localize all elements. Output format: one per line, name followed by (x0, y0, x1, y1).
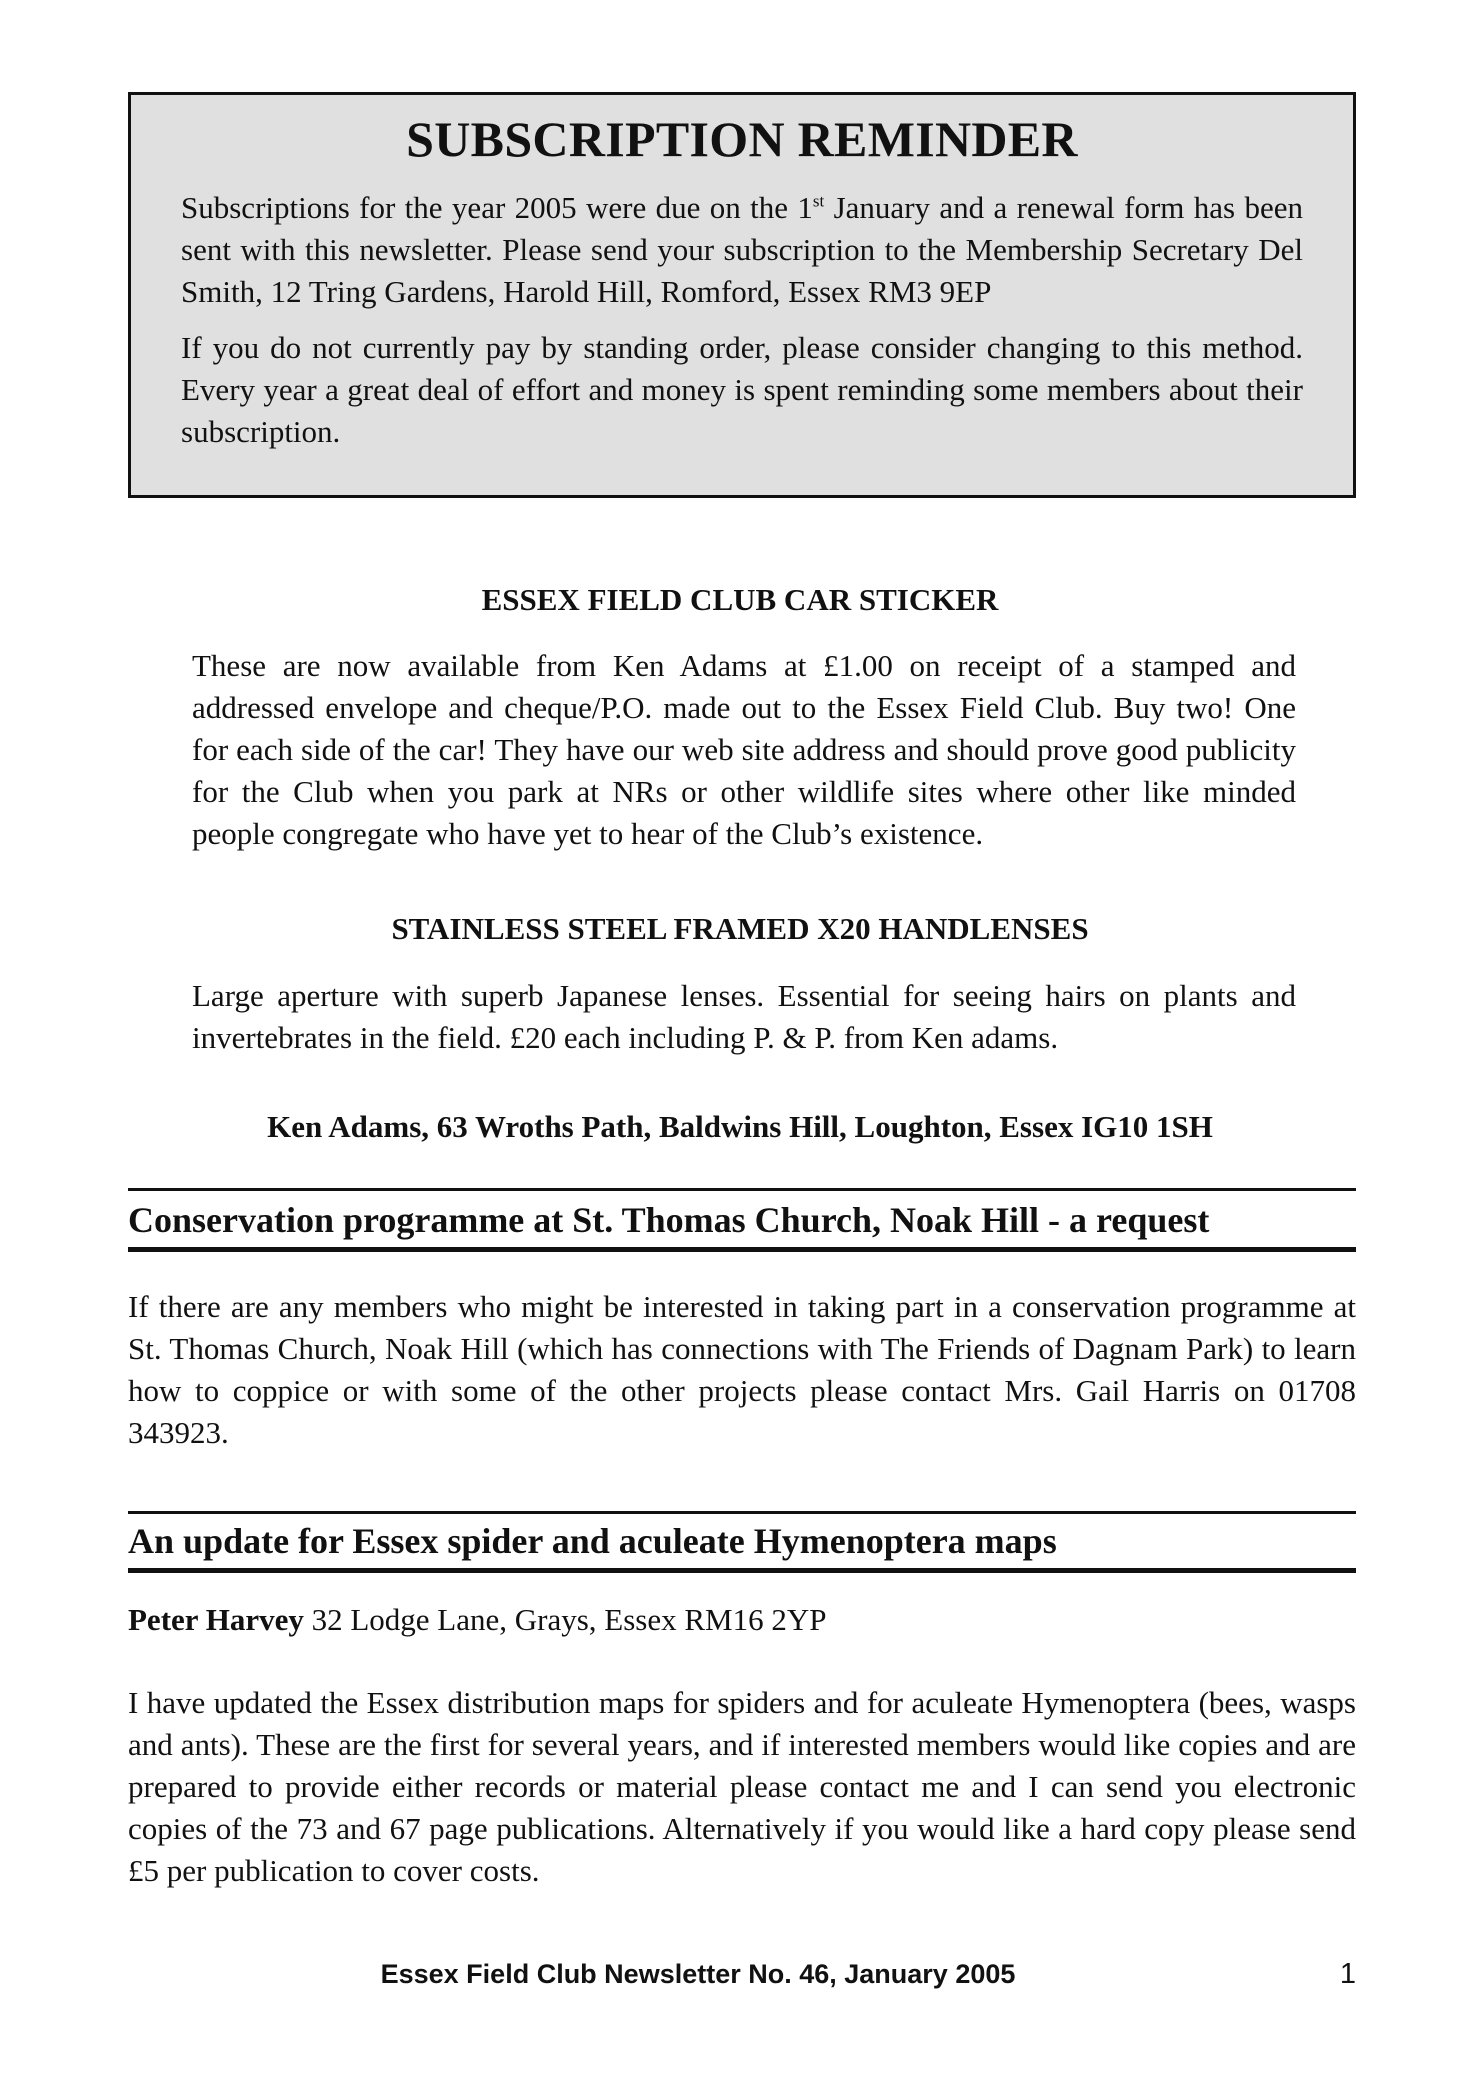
conservation-text: If there are any members who might be interested in taking part in a conservation programme at St. Thomas Church, Noak Hill (which has connections with The Friends of Dagnam Park) to learn how to coppice or with some of the other projects please contact Mrs. Gail Harris on 01708 343923. (128, 1289, 1356, 1450)
car-sticker-text: These are now available from Ken Adams at £1.00 on receipt of a stamped and addressed envelope and cheque/P.O. made out to the Essex Field Club. Buy two! One for each side of the car! They have our web site address and should prove good publicity for the Club when you park at NRs or other wildlife sites where other like minded people congregate who have yet to hear of the Club’s existence. (192, 648, 1296, 851)
page-footer (128, 1954, 1356, 1994)
author-address: 32 Lodge Lane, Grays, Essex RM16 2YP (303, 1602, 827, 1637)
conservation-rule-top (128, 1188, 1356, 1191)
subscription-reminder-title: SUBSCRIPTION REMINDER (406, 111, 1078, 167)
conservation-title: Conservation programme at St. Thomas Church, Noak Hill - a request (128, 1200, 1210, 1240)
maps-update-rule-top (128, 1511, 1356, 1514)
maps-update-author (128, 1599, 1356, 1641)
ken-adams-address: Ken Adams, 63 Wroths Path, Baldwins Hill, Loughton, Essex IG10 1SH (267, 1109, 1213, 1144)
subscription-paragraph-due: Subscriptions for the year 2005 were due on the 1st January and a renewal form has been sent with this newsletter. Please send your subscription to the Membership Secretary Del Smith, 12 Tring Gardens, Harold Hill, Romford, Essex RM3 9EP (181, 190, 1303, 309)
handlenses-text: Large aperture with superb Japanese lenses. Essential for seeing hairs on plants and invertebrates in the field. £20 each including P. & P. from Ken adams. (192, 978, 1296, 1055)
maps-update-text: I have updated the Essex distribution maps for spiders and for aculeate Hymenoptera (bees, wasps and ants). These are the first for several years, and if interested members would like copies and are prepared to provide either records or material please contact me and I can send you electronic copies of the 73 and 67 page publications. Alternatively if you would like a hard copy please send £5 per publication to cover costs. (128, 1685, 1356, 1888)
maps-update-rule-bottom (128, 1568, 1356, 1573)
conservation-rule-bottom (128, 1247, 1356, 1252)
car-sticker-heading: ESSEX FIELD CLUB CAR STICKER (481, 582, 999, 617)
subscription-reminder-box (128, 92, 1356, 498)
subscription-paragraph-standing-order: If you do not currently pay by standing order, please consider changing to this method. Every year a great deal of effort and money is spent reminding some members about their subscription. (181, 330, 1303, 449)
footer-title: Essex Field Club Newsletter No. 46, January 2005 (380, 1959, 1016, 1989)
handlenses-heading: STAINLESS STEEL FRAMED X20 HANDLENSES (391, 911, 1089, 946)
maps-update-title: An update for Essex spider and aculeate Hymenoptera maps (128, 1521, 1057, 1561)
page-number: 1 (1339, 1958, 1356, 1990)
author-name: Peter Harvey (128, 1602, 304, 1637)
